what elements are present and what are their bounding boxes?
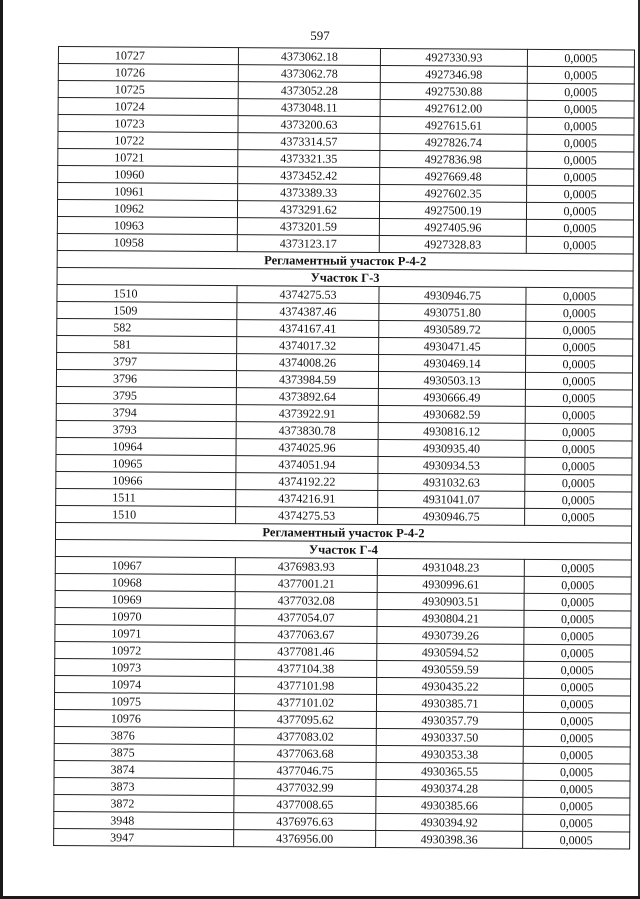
accuracy-cell: 0,0005 [526, 219, 633, 237]
y-coordinate-cell: 4927612.00 [380, 99, 527, 117]
x-coordinate-cell: 4373922.91 [236, 405, 378, 423]
y-coordinate-cell: 4930385.71 [376, 694, 523, 712]
y-coordinate-cell: 4930996.61 [377, 575, 524, 593]
accuracy-cell: 0,0005 [526, 236, 633, 254]
point-number-cell: 10964 [56, 437, 236, 455]
accuracy-cell: 0,0005 [524, 610, 631, 628]
point-number-cell: 10963 [57, 216, 237, 234]
accuracy-cell: 0,0005 [525, 508, 632, 526]
x-coordinate-cell: 4374192.22 [236, 473, 378, 491]
accuracy-cell: 0,0005 [526, 321, 633, 339]
y-coordinate-cell: 4930435.22 [377, 677, 524, 695]
x-coordinate-cell: 4374167.41 [237, 320, 379, 338]
point-number-cell: 10958 [57, 233, 237, 251]
y-coordinate-cell: 4927500.19 [379, 201, 526, 219]
point-number-cell: 3948 [54, 811, 234, 829]
x-coordinate-cell: 4374275.53 [236, 507, 378, 525]
point-number-cell: 3796 [56, 369, 236, 387]
point-number-cell: 10970 [55, 607, 235, 625]
y-coordinate-cell: 4927405.96 [379, 218, 526, 236]
y-coordinate-cell: 4927836.98 [380, 150, 527, 168]
y-coordinate-cell: 4930935.40 [378, 439, 525, 457]
y-coordinate-cell: 4930559.59 [377, 660, 524, 678]
x-coordinate-cell: 4376976.63 [234, 813, 376, 831]
point-number-cell: 1510 [57, 284, 237, 302]
y-coordinate-cell: 4930903.51 [377, 592, 524, 610]
point-number-cell: 3795 [56, 386, 236, 404]
x-coordinate-cell: 4374017.32 [237, 337, 379, 355]
x-coordinate-cell: 4373062.18 [238, 48, 380, 66]
x-coordinate-cell: 4377032.99 [234, 779, 376, 797]
y-coordinate-cell: 4930934.53 [378, 456, 525, 474]
x-coordinate-cell: 4377104.38 [235, 660, 377, 678]
accuracy-cell: 0,0005 [523, 712, 630, 730]
accuracy-cell: 0,0005 [523, 746, 630, 764]
accuracy-cell: 0,0005 [524, 627, 631, 645]
y-coordinate-cell: 4930353.38 [376, 745, 523, 763]
y-coordinate-cell: 4930946.75 [379, 286, 526, 304]
point-number-cell: 3873 [54, 777, 234, 795]
y-coordinate-cell: 4930751.80 [379, 303, 526, 321]
point-number-cell: 3797 [57, 352, 237, 370]
accuracy-cell: 0,0005 [523, 814, 630, 832]
point-number-cell: 10725 [58, 81, 238, 99]
accuracy-cell: 0,0005 [526, 355, 633, 373]
x-coordinate-cell: 4373389.33 [238, 184, 380, 202]
x-coordinate-cell: 4373200.63 [238, 116, 380, 134]
x-coordinate-cell: 4376983.93 [235, 558, 377, 576]
accuracy-cell: 0,0005 [525, 457, 632, 475]
y-coordinate-cell: 4930804.21 [377, 609, 524, 627]
x-coordinate-cell: 4374275.53 [237, 286, 379, 304]
accuracy-cell: 0,0005 [523, 831, 630, 849]
page-number: 597 [310, 28, 330, 43]
point-number-cell: 581 [57, 335, 237, 353]
x-coordinate-cell: 4373830.78 [236, 422, 378, 440]
point-number-cell: 10974 [55, 675, 235, 693]
accuracy-cell: 0,0005 [527, 49, 634, 67]
section-heading: Регламентный участок Р-4-2 [55, 522, 631, 543]
x-coordinate-cell: 4373452.42 [238, 167, 380, 185]
accuracy-cell: 0,0005 [526, 304, 633, 322]
x-coordinate-cell: 4377101.98 [235, 677, 377, 695]
point-number-cell: 1509 [57, 301, 237, 319]
accuracy-cell: 0,0005 [525, 423, 632, 441]
y-coordinate-cell: 4931048.23 [377, 558, 524, 576]
point-number-cell: 10961 [58, 183, 238, 201]
x-coordinate-cell: 4373321.35 [238, 150, 380, 168]
y-coordinate-cell: 4930471.45 [379, 337, 526, 355]
accuracy-cell: 0,0005 [527, 117, 634, 135]
x-coordinate-cell: 4373123.17 [237, 235, 379, 253]
point-number-cell: 10972 [55, 641, 235, 659]
accuracy-cell: 0,0005 [527, 66, 634, 84]
accuracy-cell: 0,0005 [527, 168, 634, 186]
y-coordinate-cell: 4930739.26 [377, 626, 524, 644]
accuracy-cell: 0,0005 [524, 576, 631, 594]
y-coordinate-cell: 4930469.14 [379, 354, 526, 372]
accuracy-cell: 0,0005 [524, 559, 631, 577]
section-subheading: Участок Г-3 [57, 267, 633, 288]
y-coordinate-cell: 4930503.13 [378, 371, 525, 389]
accuracy-cell: 0,0005 [524, 661, 631, 679]
x-coordinate-cell: 4373984.59 [236, 371, 378, 389]
x-coordinate-cell: 4373314.57 [238, 133, 380, 151]
accuracy-cell: 0,0005 [527, 151, 634, 169]
y-coordinate-cell: 4930394.92 [376, 813, 523, 831]
point-number-cell: 10973 [55, 658, 235, 676]
x-coordinate-cell: 4373048.11 [238, 99, 380, 117]
x-coordinate-cell: 4374008.26 [237, 354, 379, 372]
accuracy-cell: 0,0005 [524, 644, 631, 662]
point-number-cell: 10962 [57, 200, 237, 218]
point-number-cell: 10722 [58, 132, 238, 150]
y-coordinate-cell: 4927530.88 [380, 82, 527, 100]
x-coordinate-cell: 4377001.21 [235, 575, 377, 593]
point-number-cell: 10727 [58, 47, 238, 65]
y-coordinate-cell: 4930816.12 [378, 422, 525, 440]
section-heading: Регламентный участок Р-4-2 [57, 250, 633, 271]
accuracy-cell: 0,0005 [527, 185, 634, 203]
accuracy-cell: 0,0005 [527, 83, 634, 101]
y-coordinate-cell: 4927602.35 [380, 184, 527, 202]
y-coordinate-cell: 4930398.36 [376, 830, 523, 848]
x-coordinate-cell: 4377063.68 [234, 745, 376, 763]
point-number-cell: 1511 [56, 488, 236, 506]
coordinates-table-body [54, 47, 635, 850]
x-coordinate-cell: 4374025.96 [236, 439, 378, 457]
y-coordinate-cell: 4927330.93 [380, 48, 527, 66]
x-coordinate-cell: 4377081.46 [235, 643, 377, 661]
point-number-cell: 3875 [54, 743, 234, 761]
accuracy-cell: 0,0005 [526, 338, 633, 356]
point-number-cell: 582 [57, 318, 237, 336]
x-coordinate-cell: 4377063.67 [235, 626, 377, 644]
x-coordinate-cell: 4377101.02 [234, 694, 376, 712]
point-number-cell: 1510 [56, 505, 236, 523]
y-coordinate-cell: 4930589.72 [379, 320, 526, 338]
point-number-cell: 10965 [56, 454, 236, 472]
accuracy-cell: 0,0005 [525, 440, 632, 458]
accuracy-cell: 0,0005 [523, 780, 630, 798]
y-coordinate-cell: 4930666.49 [378, 388, 525, 406]
x-coordinate-cell: 4377083.02 [234, 728, 376, 746]
accuracy-cell: 0,0005 [523, 729, 630, 747]
accuracy-cell: 0,0005 [525, 372, 632, 390]
y-coordinate-cell: 4930682.59 [378, 405, 525, 423]
scan-edge-left [0, 0, 3, 899]
point-number-cell: 3872 [54, 794, 234, 812]
y-coordinate-cell: 4930374.28 [376, 779, 523, 797]
x-coordinate-cell: 4377054.07 [235, 609, 377, 627]
accuracy-cell: 0,0005 [525, 474, 632, 492]
accuracy-cell: 0,0005 [524, 678, 631, 696]
point-number-cell: 10723 [58, 115, 238, 133]
y-coordinate-cell: 4930337.50 [376, 728, 523, 746]
x-coordinate-cell: 4373201.59 [237, 218, 379, 236]
x-coordinate-cell: 4373062.78 [238, 65, 380, 83]
point-number-cell: 10968 [55, 573, 235, 591]
point-number-cell: 10967 [55, 556, 235, 574]
y-coordinate-cell: 4927615.61 [380, 116, 527, 134]
accuracy-cell: 0,0005 [527, 100, 634, 118]
section-subheading: Участок Г-4 [55, 539, 631, 560]
point-number-cell: 3876 [54, 726, 234, 744]
y-coordinate-cell: 4927826.74 [380, 133, 527, 151]
x-coordinate-cell: 4374387.46 [237, 303, 379, 321]
accuracy-cell: 0,0005 [525, 389, 632, 407]
y-coordinate-cell: 4930385.66 [376, 796, 523, 814]
accuracy-cell: 0,0005 [527, 134, 634, 152]
accuracy-cell: 0,0005 [523, 763, 630, 781]
accuracy-cell: 0,0005 [526, 287, 633, 305]
accuracy-cell: 0,0005 [524, 593, 631, 611]
point-number-cell: 3793 [56, 420, 236, 438]
table-row [54, 828, 630, 849]
y-coordinate-cell: 4930594.52 [377, 643, 524, 661]
y-coordinate-cell: 4931041.07 [378, 490, 525, 508]
x-coordinate-cell: 4377095.62 [234, 711, 376, 729]
x-coordinate-cell: 4373892.64 [236, 388, 378, 406]
point-number-cell: 10724 [58, 98, 238, 116]
accuracy-cell: 0,0005 [526, 202, 633, 220]
x-coordinate-cell: 4374216.91 [236, 490, 378, 508]
point-number-cell: 10976 [54, 709, 234, 727]
y-coordinate-cell: 4930946.75 [378, 507, 525, 525]
y-coordinate-cell: 4931032.63 [378, 473, 525, 491]
coordinates-sheet [53, 46, 612, 849]
point-number-cell: 10966 [56, 471, 236, 489]
x-coordinate-cell: 4374051.94 [236, 456, 378, 474]
y-coordinate-cell: 4930365.55 [376, 762, 523, 780]
x-coordinate-cell: 4377032.08 [235, 592, 377, 610]
point-number-cell: 10726 [58, 64, 238, 82]
point-number-cell: 10721 [58, 149, 238, 167]
point-number-cell: 10975 [54, 692, 234, 710]
point-number-cell: 3794 [56, 403, 236, 421]
y-coordinate-cell: 4927346.98 [380, 65, 527, 83]
accuracy-cell: 0,0005 [525, 406, 632, 424]
x-coordinate-cell: 4376956.00 [234, 830, 376, 848]
x-coordinate-cell: 4377008.65 [234, 796, 376, 814]
y-coordinate-cell: 4927328.83 [379, 235, 526, 253]
x-coordinate-cell: 4373291.62 [237, 201, 379, 219]
x-coordinate-cell: 4377046.75 [234, 762, 376, 780]
y-coordinate-cell: 4930357.79 [376, 711, 523, 729]
point-number-cell: 10960 [58, 166, 238, 184]
coordinates-table [53, 46, 635, 850]
point-number-cell: 10971 [55, 624, 235, 642]
x-coordinate-cell: 4373052.28 [238, 82, 380, 100]
accuracy-cell: 0,0005 [525, 491, 632, 509]
point-number-cell: 10969 [55, 590, 235, 608]
point-number-cell: 3874 [54, 760, 234, 778]
point-number-cell: 3947 [54, 828, 234, 846]
accuracy-cell: 0,0005 [523, 695, 630, 713]
accuracy-cell: 0,0005 [523, 797, 630, 815]
y-coordinate-cell: 4927669.48 [380, 167, 527, 185]
